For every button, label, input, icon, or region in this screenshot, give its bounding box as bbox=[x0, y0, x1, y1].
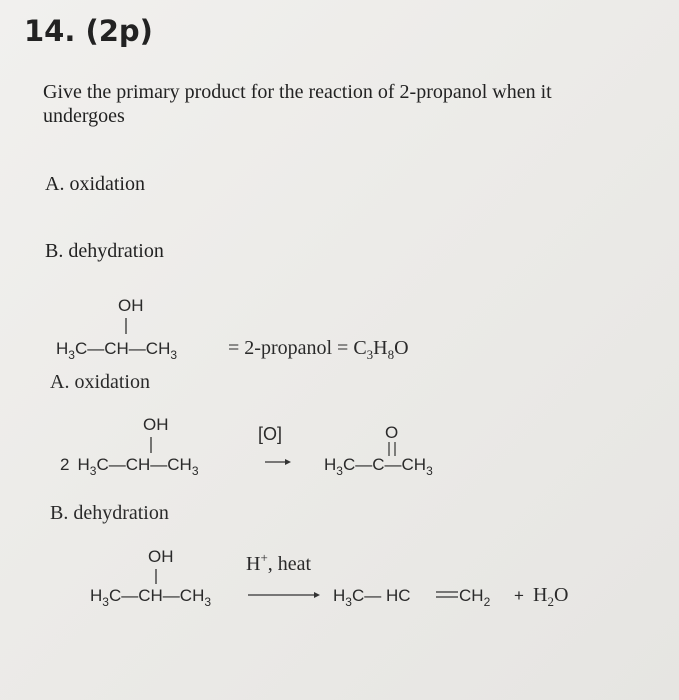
answer-part-b-label: B. dehydration bbox=[50, 502, 169, 524]
propene-ch2: $CH_2$ bbox=[459, 586, 491, 609]
oxidation-reactant: 2 $H_3C—CH—CH_3$ bbox=[60, 455, 199, 478]
oxidation-reagent: [O] bbox=[258, 424, 283, 444]
part-b-label: B. dehydration bbox=[45, 240, 164, 262]
oxidation-product: $H_3C—C—CH_3$ bbox=[324, 455, 433, 478]
question-text: Give the primary product for the reaction of 2-propanol when it undergoes bbox=[43, 81, 552, 127]
structure-chain: $H_3C—CH—CH_3$ bbox=[56, 339, 178, 362]
part-a-label: A. oxidation bbox=[45, 173, 145, 195]
dehydration-plus: + bbox=[514, 586, 524, 605]
oxidation-oh: OH bbox=[143, 415, 169, 434]
question-number: 14. (2p) bbox=[24, 14, 153, 48]
oxidation-arrow-head bbox=[285, 459, 291, 465]
propanol-formula: = 2-propanol = $C_3H_8O$ bbox=[228, 337, 409, 362]
water-product: $H_2O$ bbox=[533, 584, 569, 609]
answer-part-a-label: A. oxidation bbox=[50, 371, 150, 393]
dehydration-arrow-head bbox=[314, 592, 320, 598]
dehydration-oh: OH bbox=[148, 547, 174, 566]
dehydration-product: $H_3C—$ HC bbox=[333, 586, 411, 609]
product-oxygen: O bbox=[385, 423, 399, 442]
dehydration-reactant: $H_3C—CH—CH_3$ bbox=[90, 586, 212, 609]
dehydration-reagent: H+, heat bbox=[246, 550, 312, 575]
structure-oh: OH bbox=[118, 296, 144, 315]
